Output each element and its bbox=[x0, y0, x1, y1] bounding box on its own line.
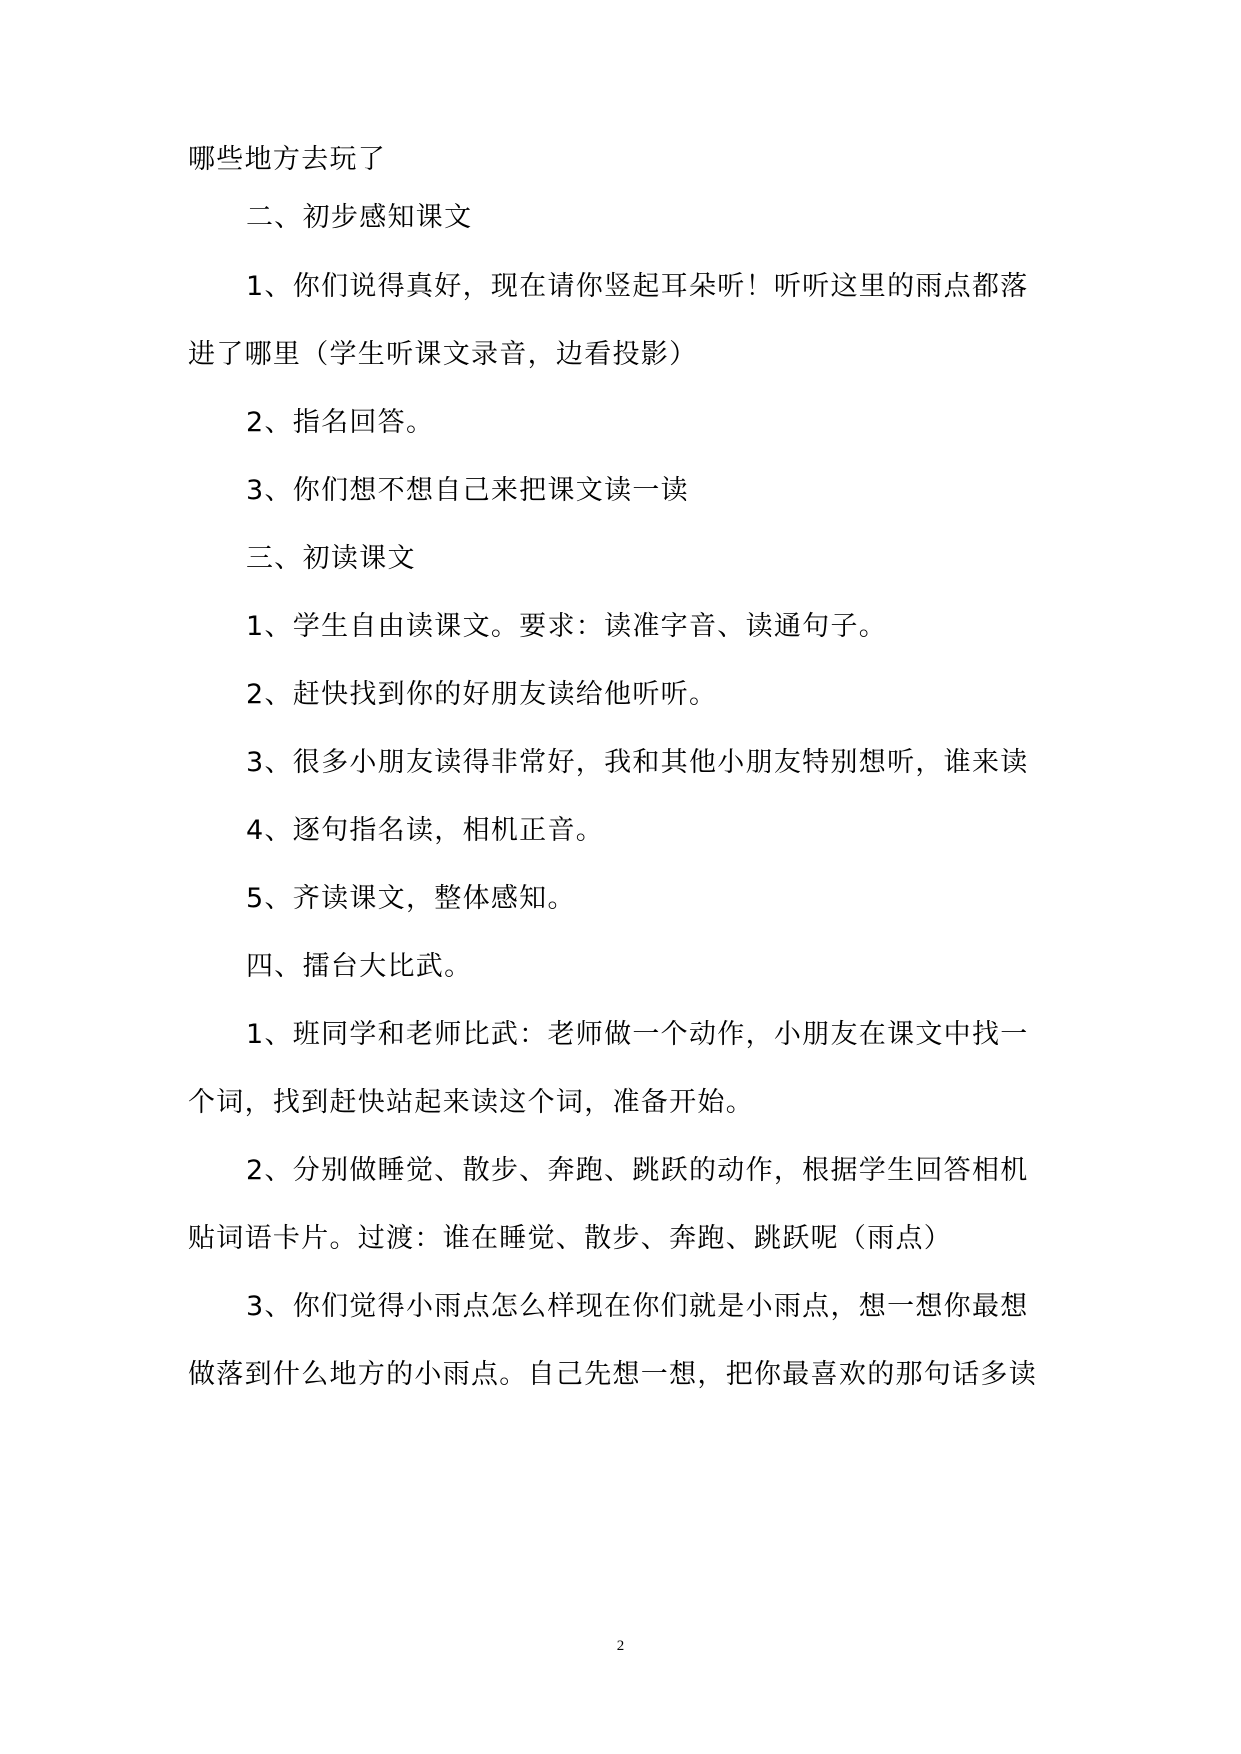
text-line: 5、齐读课文，整体感知。 bbox=[246, 883, 576, 914]
text-line: 贴词语卡片。过渡：谁在睡觉、散步、奔跑、跳跃呢（雨点） bbox=[188, 1223, 953, 1254]
text-line: 2、指名回答。 bbox=[246, 407, 435, 438]
text-line: 4、逐句指名读，相机正音。 bbox=[246, 815, 605, 846]
page-number: 2 bbox=[616, 1638, 625, 1654]
text-line: 3、你们想不想自己来把课文读一读 bbox=[246, 475, 689, 506]
text-line: 1、班同学和老师比武：老师做一个动作，小朋友在课文中找一 bbox=[246, 1019, 1029, 1050]
text-line: 进了哪里（学生听课文录音，边看投影） bbox=[188, 339, 698, 370]
section-heading: 四、擂台大比武。 bbox=[246, 951, 473, 982]
text-line: 2、分别做睡觉、散步、奔跑、跳跃的动作，根据学生回答相机 bbox=[246, 1155, 1029, 1186]
text-line: 个词，找到赶快站起来读这个词，准备开始。 bbox=[188, 1087, 754, 1118]
section-heading: 三、初读课文 bbox=[246, 543, 416, 574]
text-line: 1、你们说得真好，现在请你竖起耳朵听！听听这里的雨点都落 bbox=[246, 271, 1029, 302]
section-heading: 二、初步感知课文 bbox=[246, 202, 473, 233]
text-line: 2、赶快找到你的好朋友读给他听听。 bbox=[246, 679, 718, 710]
text-line: 3、你们觉得小雨点怎么样现在你们就是小雨点，想一想你最想 bbox=[246, 1291, 1029, 1322]
text-line: 3、很多小朋友读得非常好，我和其他小朋友特别想听，谁来读 bbox=[246, 747, 1029, 778]
text-line: 1、学生自由读课文。要求：读准字音、读通句子。 bbox=[246, 611, 888, 642]
text-line: 做落到什么地方的小雨点。自己先想一想，把你最喜欢的那句话多读 bbox=[188, 1359, 1037, 1390]
text-line: 哪些地方去玩了 bbox=[188, 144, 387, 175]
